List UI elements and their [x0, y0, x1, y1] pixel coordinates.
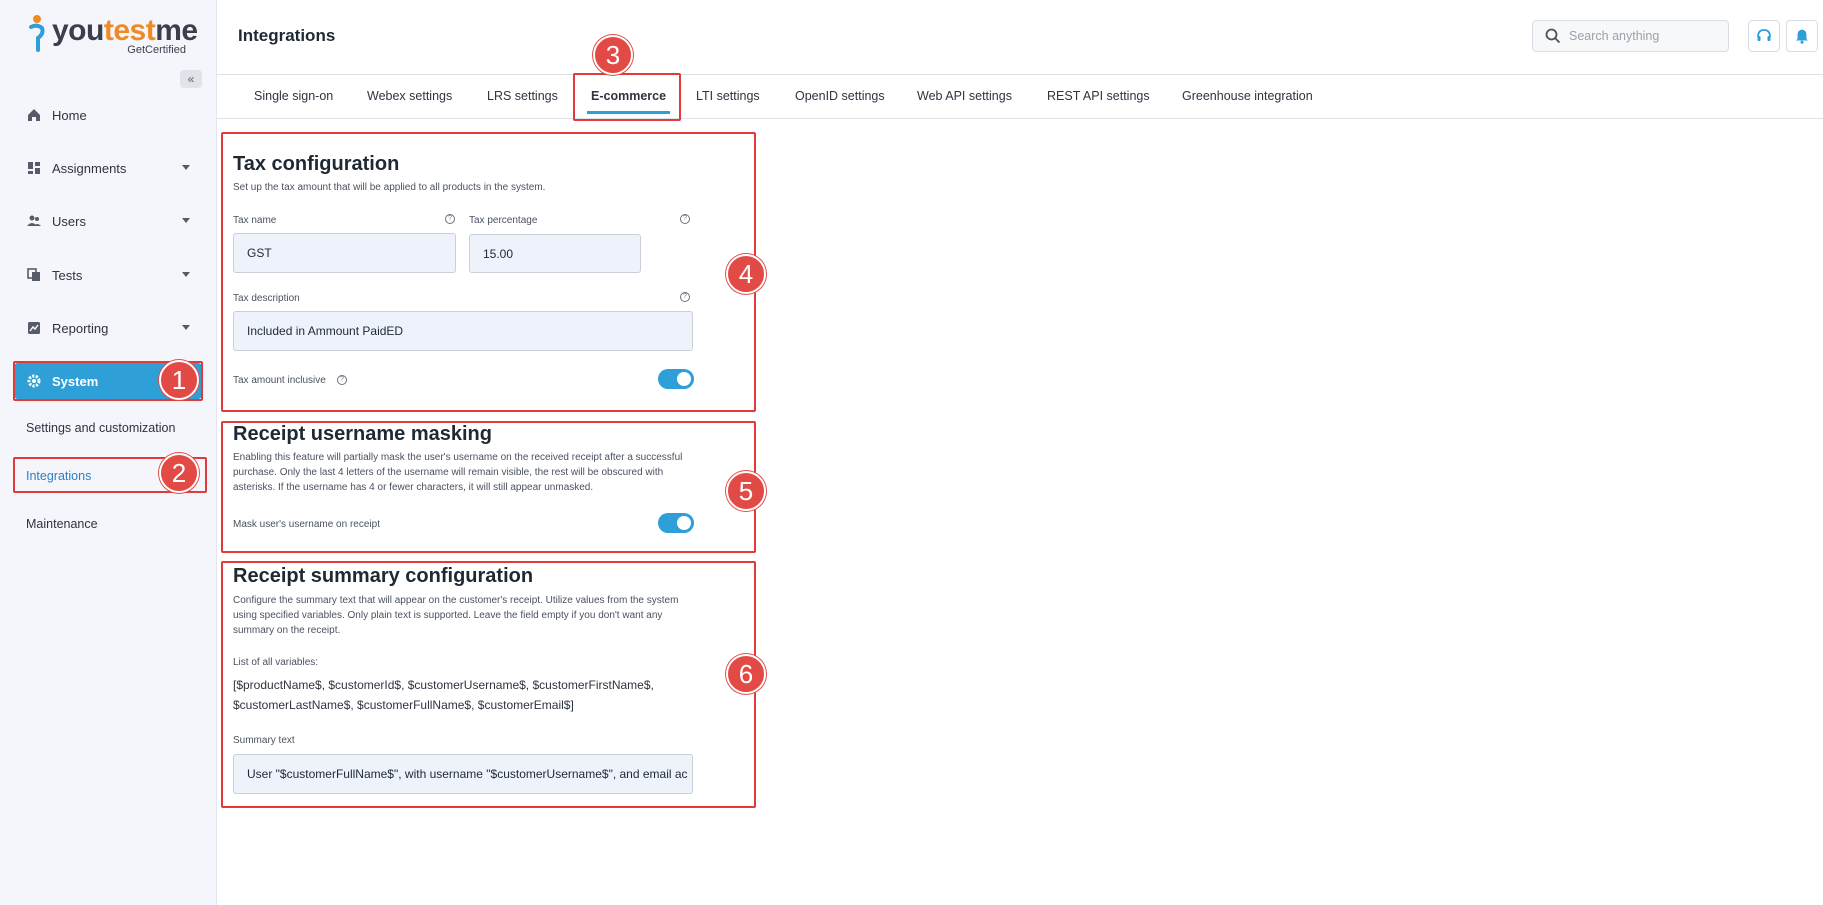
tab-e-commerce[interactable]: E-commerce	[591, 89, 667, 103]
section-title: Receipt summary configuration	[233, 565, 534, 587]
chart-icon	[26, 320, 42, 336]
sidebar-item-reporting[interactable]	[14, 310, 202, 346]
help-icon[interactable]: ?	[680, 214, 690, 224]
annotation-badge: 4	[726, 254, 766, 294]
help-icon[interactable]: ?	[337, 375, 347, 385]
sidebar-item-home[interactable]	[14, 97, 202, 133]
tab-lti-settings[interactable]: LTI settings	[696, 89, 760, 103]
dashboard-icon	[26, 160, 42, 176]
tab-lrs-settings[interactable]: LRS settings	[487, 89, 558, 103]
sidebar	[0, 0, 217, 905]
tab-webex-settings[interactable]: Webex settings	[367, 89, 453, 103]
tax-name-field[interactable]: GST	[233, 233, 456, 273]
tax-description-label: Tax description	[233, 293, 300, 304]
sidebar-subitem-integrations[interactable]: Integrations	[26, 469, 92, 483]
search-placeholder: Search anything	[1569, 29, 1660, 43]
sidebar-subitem-settings[interactable]: Settings and customization	[26, 421, 176, 435]
tax-percentage-label: Tax percentage	[469, 215, 538, 226]
sidebar-item-users[interactable]	[14, 203, 202, 239]
mask-username-label: Mask user's username on receipt	[233, 519, 380, 530]
header	[217, 0, 1823, 75]
annotation-highlight	[573, 73, 681, 121]
tab-bar	[217, 75, 1823, 119]
logo-subtitle: GetCertified	[127, 44, 186, 56]
annotation-badge: 1	[159, 360, 199, 400]
chevron-down-icon	[182, 218, 190, 223]
annotation-highlight	[221, 132, 756, 412]
copy-icon	[26, 267, 42, 283]
collapse-sidebar-button[interactable]: «	[180, 70, 202, 88]
sidebar-item-label: Reporting	[52, 320, 109, 336]
headset-icon	[1756, 28, 1772, 44]
sidebar-item-tests[interactable]	[14, 257, 202, 293]
support-button[interactable]	[1748, 20, 1780, 52]
home-icon	[26, 107, 42, 123]
tax-percentage-field[interactable]: 15.00	[469, 234, 641, 273]
section-description: Set up the tax amount that will be applied to all products in the system.	[233, 182, 546, 193]
page-title: Integrations	[238, 26, 336, 45]
chevron-down-icon	[182, 325, 190, 330]
help-icon[interactable]: ?	[680, 292, 690, 302]
tab-rest-api-settings[interactable]: REST API settings	[1047, 89, 1150, 103]
annotation-badge: 2	[159, 453, 199, 493]
notifications-button[interactable]	[1786, 20, 1818, 52]
tab-single-sign-on[interactable]: Single sign-on	[254, 89, 334, 103]
variables-list: [$productName$, $customerId$, $customerUsername$, $customerFirstName$, $customerLastName$, $customerFullName$, $customerEmail$]	[233, 678, 654, 712]
sidebar-item-label: Tests	[52, 267, 83, 283]
annotation-badge: 3	[593, 35, 633, 75]
logo-mark-icon	[28, 14, 46, 54]
tab-greenhouse-integration[interactable]: Greenhouse integration	[1182, 89, 1313, 103]
annotation-highlight	[221, 421, 756, 553]
sidebar-item-label: Users	[52, 213, 86, 229]
tax-description-field[interactable]: Included in Ammount PaidED	[233, 311, 693, 351]
sidebar-item-label: Assignments	[52, 160, 127, 176]
search-input[interactable]	[1532, 20, 1729, 52]
section-description: Configure the summary text that will appear on the customer's receipt. Utilize values from the system using specified variables. Only plain text is supported. Leave the field empty if you don't want any summary on the receipt.	[233, 595, 679, 636]
section-title: Receipt username masking	[233, 423, 492, 445]
bell-icon	[1794, 28, 1810, 44]
annotation-badge: 6	[726, 654, 766, 694]
sidebar-item-assignments[interactable]	[14, 150, 202, 186]
annotation-badge: 5	[726, 471, 766, 511]
annotation-highlight	[221, 561, 756, 808]
chevron-down-icon	[182, 272, 190, 277]
tab-web-api-settings[interactable]: Web API settings	[917, 89, 1012, 103]
logo-text: youtestme	[52, 14, 198, 47]
section-description: Enabling this feature will partially mask the user's username on the received receipt after a successful purchase. Only the last 4 letters of the username will remain visible, the rest will be obscured with asterisks. If the username has 4 or fewer characters, it will still appear unmasked.	[233, 452, 683, 493]
sidebar-subitem-maintenance[interactable]: Maintenance	[26, 517, 98, 531]
variables-label: List of all variables:	[233, 657, 319, 668]
sidebar-item-label: System	[52, 373, 99, 389]
sidebar-item-label: Home	[52, 107, 87, 123]
tax-inclusive-label: Tax amount inclusive	[233, 375, 326, 386]
chevron-down-icon	[182, 165, 190, 170]
section-title: Tax configuration	[233, 153, 400, 175]
search-icon	[1545, 28, 1561, 44]
summary-text-label: Summary text	[233, 735, 295, 746]
logo[interactable]	[28, 12, 198, 58]
tax-name-label: Tax name	[233, 215, 277, 226]
help-icon[interactable]: ?	[445, 214, 455, 224]
summary-text-field[interactable]: User "$customerFullName$", with username "$customerUsername$", and email ac	[233, 754, 693, 794]
tab-openid-settings[interactable]: OpenID settings	[795, 89, 885, 103]
users-icon	[26, 213, 42, 229]
